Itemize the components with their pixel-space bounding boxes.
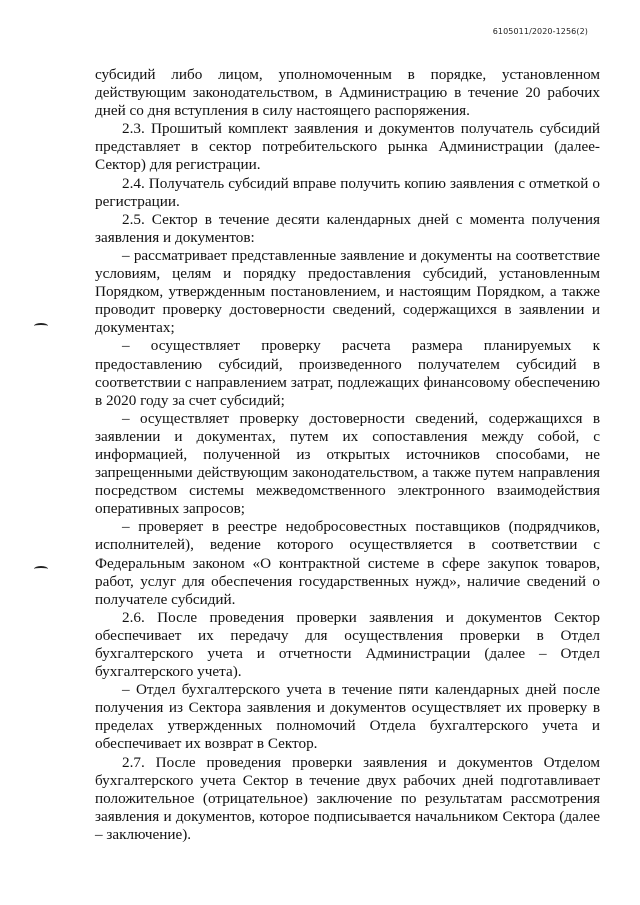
list-item: – осуществляет проверку расчета размера планируемых к предоставлению субсидий, произведенного получателем субсидий в соответствии с направлением затрат, подлежащих финансовому обеспечению в 2020 году за счет субсидий; (95, 337, 600, 409)
paragraph: 2.5. Сектор в течение десяти календарных дней с момента получения заявления и документов: (95, 210, 600, 246)
list-item: – Отдел бухгалтерского учета в течение пяти календарных дней после получения из Сектора заявления и документов осуществляет их проверку в пределах утвержденных полномочий Отдела бухгалтерского учета и обеспечивает их возврат в Сектор. (95, 681, 600, 753)
list-item: – осуществляет проверку достоверности сведений, содержащихся в заявлении и документах, путем их сопоставления между собой, с информацией, полученной из открытых источников способами, не запрещенными действующим законодательством, а также путем направления посредством системы межведомственного электронного взаимодействия оперативных запросов; (95, 409, 600, 518)
paragraph: субсидий либо лицом, уполномоченным в порядке, установленном действующим законодательством, в Администрацию в течение 20 рабочих дней со дня вступления в силу настоящего распоряжения. (95, 66, 600, 120)
document-body (95, 66, 600, 844)
paragraph: 2.4. Получатель субсидий вправе получить копию заявления с отметкой о регистрации. (95, 174, 600, 210)
paragraph: 2.6. После проведения проверки заявления и документов Сектор обеспечивает их передачу для осуществления проверки в Отдел бухгалтерского учета и отчетности Администрации (далее – Отдел бухгалтерского учета). (95, 608, 600, 681)
paragraph: 2.7. После проведения проверки заявления и документов Отделом бухгалтерского учета Сектор в течение двух рабочих дней подготавливает положительное (отрицательное) заключение по результатам рассмотрения заявления и документов, которое подписывается начальником Сектора (далее – заключение). (95, 753, 600, 843)
list-item: – проверяет в реестре недобросовестных поставщиков (подрядчиков, исполнителей), ведение которого осуществляется в соответствии с Федеральным законом «О контрактной системе в сфере закупок товаров, работ, услуг для обеспечения государственных нужд», наличие сведений о получателе субсидий. (95, 518, 600, 608)
punch-hole-mark (34, 566, 48, 572)
paragraph: 2.3. Прошитый комплект заявления и документов получатель субсидий представляет в сектор потребительского рынка Администрации (далее- Сектор) для регистрации. (95, 120, 600, 174)
list-item: – рассматривает представленные заявление и документы на соответствие условиям, целям и порядку предоставления субсидий, установленным Порядком, утвержденным постановлением, и настоящим Порядком, а также проводит проверку достоверности сведений, содержащихся в заявлении и документах; (95, 246, 600, 337)
punch-hole-mark (34, 323, 48, 329)
document-number: 6105011/2020-1256(2) (492, 27, 588, 36)
